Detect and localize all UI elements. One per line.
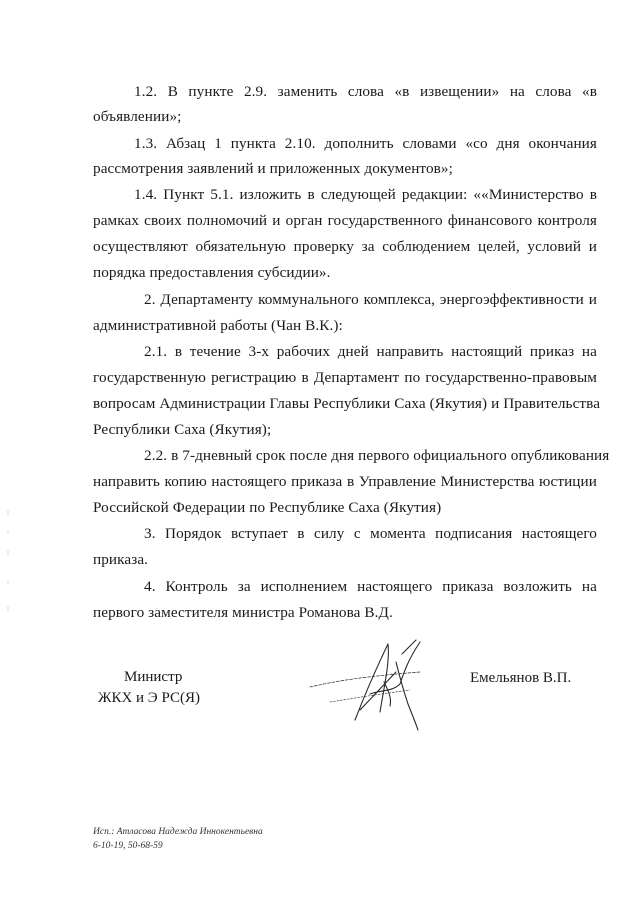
paragraph-1-2-line-1: 1.2. В пункте 2.9. заменить слова «в извещении» на слова «в: [134, 83, 597, 100]
paragraph-1-2-line-2: объявлении»;: [93, 108, 182, 125]
paragraph-2-line-1: 2. Департаменту коммунального комплекса, энергоэффективности и: [144, 291, 597, 308]
paragraph-1-4-line-3: осуществляют обязательную проверку за соблюдением целей, условий и: [93, 238, 597, 255]
paragraph-2-1-line-4: Республики Саха (Якутия);: [93, 421, 272, 438]
executor-phones: 6-10-19, 50-68-59: [93, 841, 163, 851]
signer-name: Емельянов В.П.: [470, 670, 572, 686]
paragraph-1-3-line-2: рассмотрения заявлений и приложенных документов»;: [93, 160, 453, 177]
paragraph-4-line-1: 4. Контроль за исполнением настоящего приказа возложить на: [144, 578, 597, 595]
signer-title-line-2: ЖКХ и Э РС(Я): [98, 690, 200, 706]
scan-margin-marks: [6, 510, 10, 620]
paragraph-3-line-1: 3. Порядок вступает в силу с момента подписания настоящего: [144, 525, 597, 542]
paragraph-2-2-line-2: направить копию настоящего приказа в Управление Министерства юстиции: [93, 473, 597, 490]
executor-name: Исп.: Атласова Надежда Иннокентьевна: [93, 827, 263, 837]
paragraph-2-2-line-3: Российской Федерации по Республике Саха (Якутия): [93, 499, 442, 516]
paragraph-4-line-2: первого заместителя министра Романова В.Д.: [93, 604, 393, 621]
paragraph-2-1-line-2: государственную регистрацию в Департамент по государственно-правовым: [93, 369, 597, 386]
paragraph-2-1-line-1: 2.1. в течение 3-х рабочих дней направить настоящий приказ на: [144, 343, 597, 360]
paragraph-2-line-2: административной работы (Чан В.К.):: [93, 317, 343, 334]
paragraph-2-2-line-1: 2.2. в 7-дневный срок после дня первого официального опубликования: [144, 447, 610, 464]
paragraph-1-3-line-1: 1.3. Абзац 1 пункта 2.10. дополнить словами «со дня окончания: [134, 135, 597, 152]
signer-title-line-1: Министр: [124, 669, 183, 685]
paragraph-3-line-2: приказа.: [93, 551, 149, 568]
paragraph-2-1-line-3: вопросам Администрации Главы Республики Саха (Якутия) и Правительства: [93, 395, 601, 412]
handwritten-signature: [300, 632, 450, 732]
paragraph-1-4-line-4: порядка предоставления субсидии».: [93, 264, 331, 281]
paragraph-1-4-line-1: 1.4. Пункт 5.1. изложить в следующей редакции: ««Министерство в: [134, 186, 597, 203]
paragraph-1-4-line-2: рамках своих полномочий и орган государственного финансового контроля: [93, 212, 597, 229]
